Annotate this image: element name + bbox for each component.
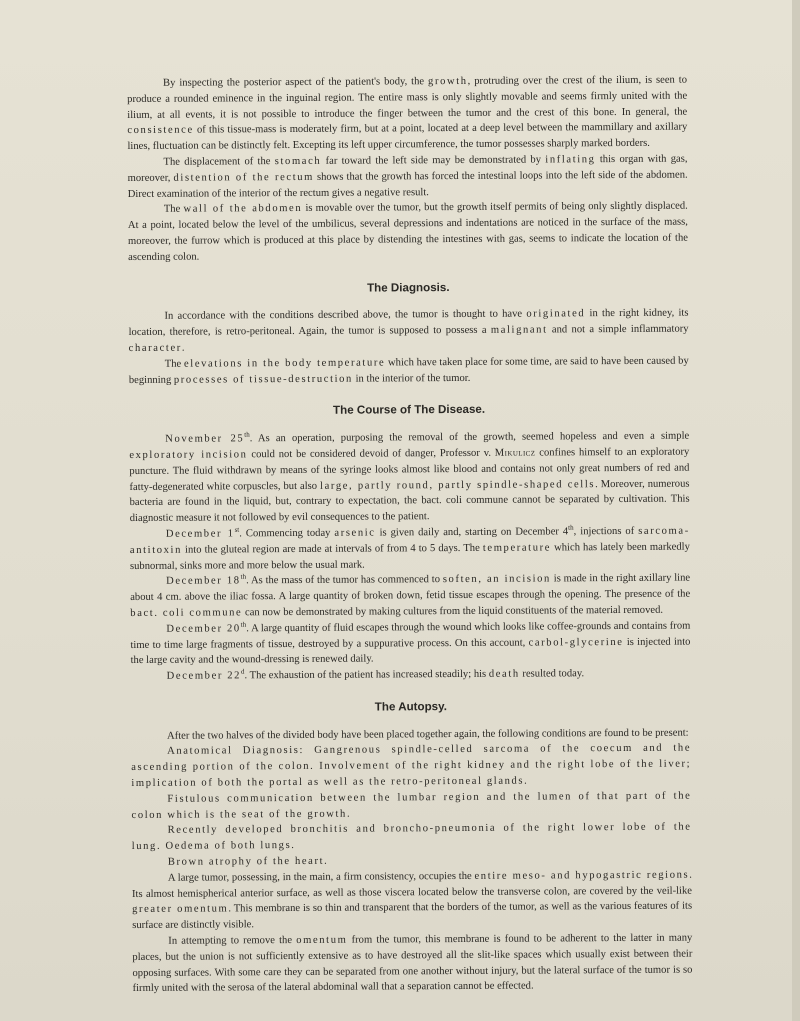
paragraph-omentum-removal: In attempting to remove the omentum from the tumor, this membrane is found to be adherent to the latter in many places, but the union is not sufficiently extensive as to have destroyed all the slit-like spaces which usually exist between their opposing surfaces. With some care they can be separated from one another without injury, but the lateral surface of the tumor is so firmly united with the serosa of the lateral abdominal wall that a separation cannot be effected.	[132, 932, 693, 995]
paragraph-diagnosis-origin: In accordance with the conditions described above, the tumor is thought to have originated in the right kidney, its location, therefore, is retro-peritoneal. Again, the tumor is supposed to possess a malignant and not a simple inflammatory character.	[128, 307, 689, 354]
heading-diagnosis: The Diagnosis.	[367, 280, 450, 295]
paragraph-december-18: December 18th. As the mass of the tumor has commenced to soften, an incision is made in the right axillary line about 4 cm. above the iliac fossa. A large quantity of broken down, fetid tissue escapes through the opening. The presence of the bact. coli commune can now be demonstrated by making cultures from the liquid constituents of the material removed.	[130, 572, 691, 619]
paragraph-november-25: November 25th. As an operation, purposing the removal of the growth, seemed hopeless and even a simple exploratory incision could not be considered devoid of danger, Professor v. Mikulicz confines himself to an exploratory puncture. The fluid withdrawn by means of the syringe looks almost like blood and contains not only great numbers of red and fatty-degenerated white corpuscles, but also large, partly round, partly spindle-shaped cells. Moreover, numerous bacteria are found in the liquid, but, contrary to expectation, the bact. coli commune cannot be separated by cultivation. This diagnostic measure it not followed by evil consequences to the patient.	[129, 430, 690, 525]
paragraph-abdominal-wall: The wall of the abdomen is movable over the tumor, but the growth itself permits of being only slightly displaced. At a point, located below the level of the umbilicus, several depressions and indentations are noticed in the surface of the mass, moreover, the furrow which is produced at this place by distending the intestines with gas, seems to indicate the location of the ascending colon.	[127, 200, 689, 263]
page-edge	[792, 0, 800, 1021]
paragraph-posterior-aspect: By inspecting the posterior aspect of the patient's body, the growth, protruding over the crest of the ilium, is seen to produce a rounded eminence in the inguinal region. The entire mass is only slightly movable and seems firmly united with the ilium, at all events, it is not possible to introduce the finger between the tumor and the crest of this bone. In general, the consistence of this tissue-mass is moderately firm, but at a point, located at a deep level between the mammillary and axillary lines, fluctuation can be distinctly felt. Excepting its left upper circumference, the tumor possesses sharply marked borders.	[127, 74, 688, 153]
paragraph-december-20: December 20th. A large quantity of fluid escapes through the wound which looks like coffee-grounds and contains from time to time large fragments of tissue, destroyed by a suppurative process. On this account, carbol-glycerine is injected into the large cavity and the wound-dressing is renewed daily.	[130, 620, 691, 667]
paragraph-large-tumor: A large tumor, possessing, in the main, a firm consistency, occupies the entire meso- and hypogastric regions. Its almost hemispherical anterior surface, as well as those viscera located below the transverse colon, are covered by the veil-like greater omentum. This membrane is so thin and transparent that the borders of the tumor, as well as the various features of its surface are distinctly visible.	[131, 869, 693, 932]
paragraph-bronchitis: Recently developed bronchitis and broncho-pneumonia of the right lower lobe of the lung. Oedema of both lungs.	[131, 822, 692, 853]
paragraph-anatomical-diagnosis: Anatomical Diagnosis: Gangrenous spindle-celled sarcoma of the coecum and the ascending portion of the colon. Involvement of the right kidney and the right lobe of the liver; implication of both the portal as well as the retro-peritoneal glands.	[131, 743, 692, 790]
paragraph-heart-atrophy: Brown atrophy of the heart.	[167, 855, 329, 868]
paragraph-december-1: December 1st. Commencing today arsenic is given daily and, starting on December 4th, injections of sarcoma-antitoxin into the gluteal region are made at intervals of from 4 to 5 days. The temperature which has lately been markedly subnormal, sinks more and more below the usual mark.	[129, 523, 690, 572]
heading-autopsy: The Autopsy.	[374, 699, 447, 714]
heading-course-of-disease: The Course of The Disease.	[332, 403, 486, 418]
paragraph-stomach-displacement: The displacement of the stomach far toward the left side may be demonstrated by inflating this organ with gas, moreover, distention of the rectum shows that the growth has forced the intestinal loops into the left side of the abdomen. Direct examination of the interior of the rectum gives a negative result.	[127, 153, 688, 200]
paragraph-autopsy-intro: After the two halves of the divided body have been placed together again, the following conditions are found to be present:	[166, 727, 689, 742]
paragraph-december-22: December 22$^d$. The exhaustion of the patient has increased steadily; his death resulted today.	[166, 667, 585, 682]
paragraph-fistulous-communication: Fistulous communication between the lumbar region and the lumen of that part of the colon which is the seat of the growth.	[131, 790, 692, 821]
paragraph-diagnosis-temperature: The elevations in the body temperature which have taken place for some time, are said to have been caused by beginning processes of tissue-destruction in the interior of the tumor.	[128, 355, 689, 386]
document-body	[127, 73, 693, 998]
